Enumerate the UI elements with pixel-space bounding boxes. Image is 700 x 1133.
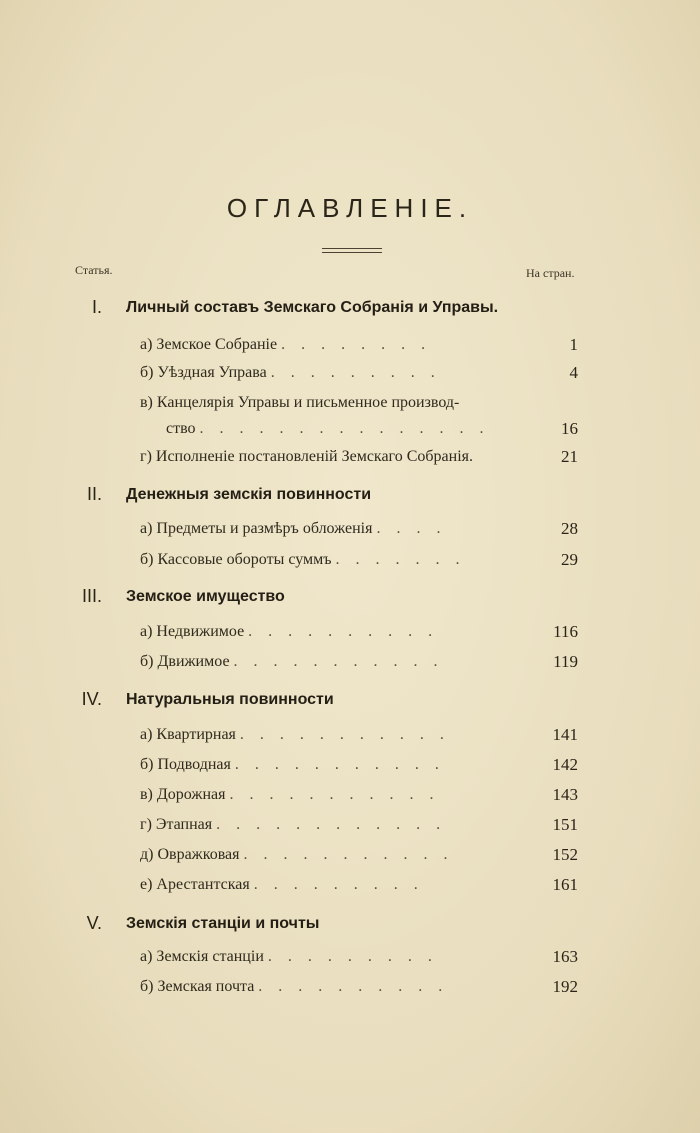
title-rule-top <box>322 248 382 249</box>
toc-item-label: в) Дорожная <box>140 786 226 803</box>
toc-item <box>140 846 520 864</box>
toc-item <box>140 336 520 354</box>
toc-item <box>140 978 520 996</box>
title-rule-bottom <box>322 252 382 253</box>
leader-dots: . . . . . . . <box>335 551 466 568</box>
toc-item <box>140 623 520 641</box>
page-number: 119 <box>553 652 578 671</box>
leader-dots: . . . . . . . . . . <box>258 978 449 995</box>
leader-dots: . . . . . . . . . . . . . . . <box>199 420 490 437</box>
toc-item-label: а) Недвижимое <box>140 623 245 640</box>
toc-item-label: б) Земская почта <box>140 978 255 995</box>
leader-dots: . . . . . . . . . . . <box>243 846 454 863</box>
section-title: Личный составъ Земскаго Собранія и Управы. <box>126 299 499 316</box>
toc-item-label: ство <box>166 420 196 437</box>
section-number: III. <box>81 586 102 606</box>
page-title: ОГЛАВЛЕНІЕ. <box>226 193 474 223</box>
leader-dots: . . . . . . . . <box>281 336 432 353</box>
leader-dots: . . . . . . . . . <box>253 876 424 893</box>
section-title: Земскія станціи и почты <box>126 915 320 932</box>
page-number: 142 <box>552 755 578 774</box>
leader-dots: . . . . <box>376 520 447 537</box>
toc-item <box>140 786 520 804</box>
toc-item-label: а) Квартирная <box>140 726 236 743</box>
column-header-page: На стран. <box>526 266 575 280</box>
column-header-article: Статья. <box>75 263 113 277</box>
page-number: 29 <box>561 550 578 569</box>
section-number: II. <box>86 484 102 504</box>
leader-dots: . . . . . . . . . . . <box>229 786 440 803</box>
page-number: 21 <box>561 447 578 466</box>
leader-dots: . . . . . . . . . . . . <box>216 816 447 833</box>
toc-item-label: б) Кассовые обороты суммъ <box>140 551 332 568</box>
page-number: 161 <box>552 875 578 894</box>
section-number: V. <box>86 913 102 933</box>
toc-item-label: а) Земскія станціи <box>140 948 264 965</box>
toc-item <box>140 816 520 834</box>
toc-item-label: в) Канцелярія Управы и письменное производ- <box>140 394 460 411</box>
toc-item <box>140 653 520 671</box>
leader-dots: . . . . . . . . . . . <box>234 756 445 773</box>
toc-item <box>140 726 520 744</box>
leader-dots: . . . . . . . . . <box>270 364 441 381</box>
toc-item <box>140 876 520 894</box>
toc-item <box>140 756 520 774</box>
toc-item-label: д) Овражковая <box>140 846 240 863</box>
toc-item <box>140 394 520 412</box>
toc-item <box>140 364 520 382</box>
toc-item <box>140 551 520 569</box>
section-title: Денежныя земскія повинности <box>126 486 372 503</box>
toc-item-label: г) Этапная <box>140 816 213 833</box>
section-title: Земское имущество <box>126 588 285 605</box>
toc-item-label: а) Земское Собраніе <box>140 336 278 353</box>
toc-item-label: б) Уѣздная Управа <box>140 364 267 381</box>
toc-item <box>140 448 540 466</box>
toc-item <box>166 420 520 438</box>
page-number: 192 <box>552 977 578 996</box>
page-number: 141 <box>552 725 578 744</box>
page-number: 16 <box>561 419 578 438</box>
leader-dots: . . . . . . . . . . . <box>239 726 450 743</box>
page-number: 28 <box>561 519 578 538</box>
toc-item-label: б) Подводная <box>140 756 231 773</box>
page-number: 151 <box>552 815 578 834</box>
page-number: 163 <box>552 947 578 966</box>
section-number: I. <box>91 297 102 317</box>
section-number: IV. <box>81 689 102 709</box>
page-number: 143 <box>552 785 578 804</box>
toc-item <box>140 948 520 966</box>
page-number: 116 <box>553 622 578 641</box>
leader-dots: . . . . . . . . . . <box>248 623 439 640</box>
page-number: 4 <box>569 363 578 382</box>
page-number: 152 <box>552 845 578 864</box>
section-title: Натуральныя повинности <box>126 691 334 708</box>
toc-item-label: а) Предметы и размѣръ обложенія <box>140 520 373 537</box>
toc-item-label: б) Движимое <box>140 653 230 670</box>
toc-item-label: е) Арестантская <box>140 876 250 893</box>
leader-dots: . . . . . . . . . . . <box>233 653 444 670</box>
page-number: 1 <box>569 335 578 354</box>
leader-dots: . . . . . . . . . <box>267 948 438 965</box>
toc-item-label: г) Исполненіе постановленій Земскаго Собранія. <box>140 448 473 465</box>
toc-item <box>140 520 520 538</box>
